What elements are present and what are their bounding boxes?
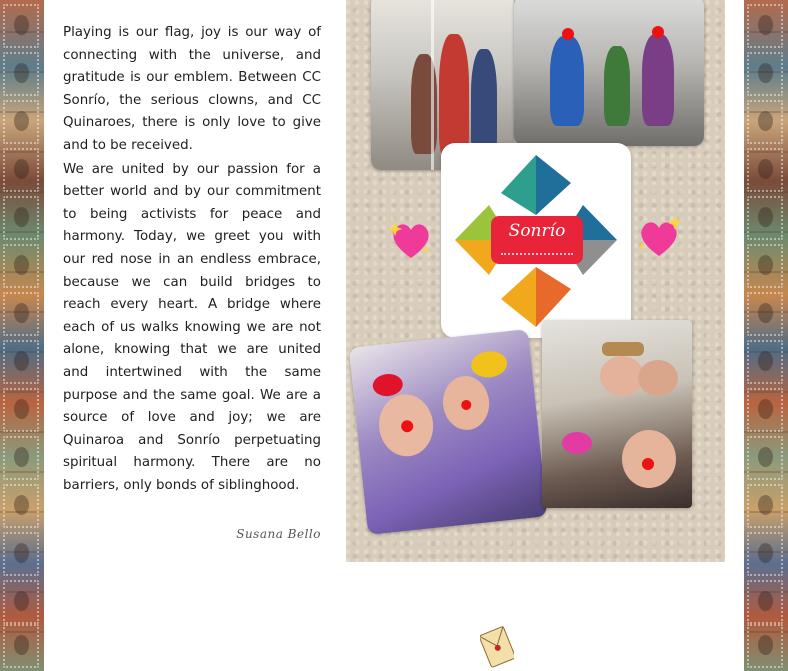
- right-stamp-border: [744, 0, 788, 671]
- stamp: [747, 532, 783, 576]
- stamp: [747, 624, 783, 668]
- sparkling-heart-icon: [634, 212, 684, 262]
- stamp: [3, 436, 39, 480]
- stamp: [747, 100, 783, 144]
- stamp: [3, 52, 39, 96]
- hospital-corridor-photo: [514, 0, 704, 146]
- signature: Susana Bello: [236, 527, 321, 541]
- stamp: [747, 148, 783, 192]
- left-stamp-border: [0, 0, 44, 671]
- stamp: [3, 388, 39, 432]
- clowns-group-photo: [542, 320, 692, 508]
- stamp: [3, 532, 39, 576]
- logo-label: Sonrío: [508, 221, 566, 241]
- stamp: [747, 196, 783, 240]
- stamp: [747, 4, 783, 48]
- stamp: [3, 340, 39, 384]
- sparkling-heart-icon: [386, 214, 436, 264]
- stamp: [747, 484, 783, 528]
- stamp: [747, 292, 783, 336]
- stamp: [3, 484, 39, 528]
- paragraph-1: Playing is our flag, joy is our way of connecting with the universe, and gratitude is our emblem. Between CC Sonrío, the serious clowns, and CC Quinaroes, there is only love to give and to be received.: [63, 25, 321, 153]
- stamp: [3, 148, 39, 192]
- stamp: [3, 100, 39, 144]
- sonrio-badge: [491, 216, 583, 264]
- stamp: [747, 388, 783, 432]
- stamp: [3, 4, 39, 48]
- stamp: [3, 624, 39, 668]
- stamp: [747, 436, 783, 480]
- envelope-icon[interactable]: [480, 622, 514, 670]
- stamp: [747, 580, 783, 624]
- photo-collage: [346, 0, 725, 562]
- stamp: [747, 244, 783, 288]
- paragraph-2: We are united by our passion for a better world and by our commitment to being activists for peace and harmony. Today, we greet you with our red nose in an endless embrace, because we can build bridges to reach every heart. A bridge where each of us walks knowing we are not alone, knowing that we are united and intertwined with the same purpose and the same goal. We are a source of love and joy; we are Quinaroa and Sonrío perpetuating spiritual harmony. There are no barriers, only bonds of siblinghood.: [63, 161, 321, 493]
- clowns-selfie-photo: [349, 329, 548, 535]
- stamp: [3, 244, 39, 288]
- stamp: [747, 52, 783, 96]
- body-text: [63, 22, 321, 498]
- stamp: [747, 340, 783, 384]
- sonrio-logo-card: [441, 143, 631, 338]
- stamp: [3, 580, 39, 624]
- stamp: [3, 196, 39, 240]
- stamp: [3, 292, 39, 336]
